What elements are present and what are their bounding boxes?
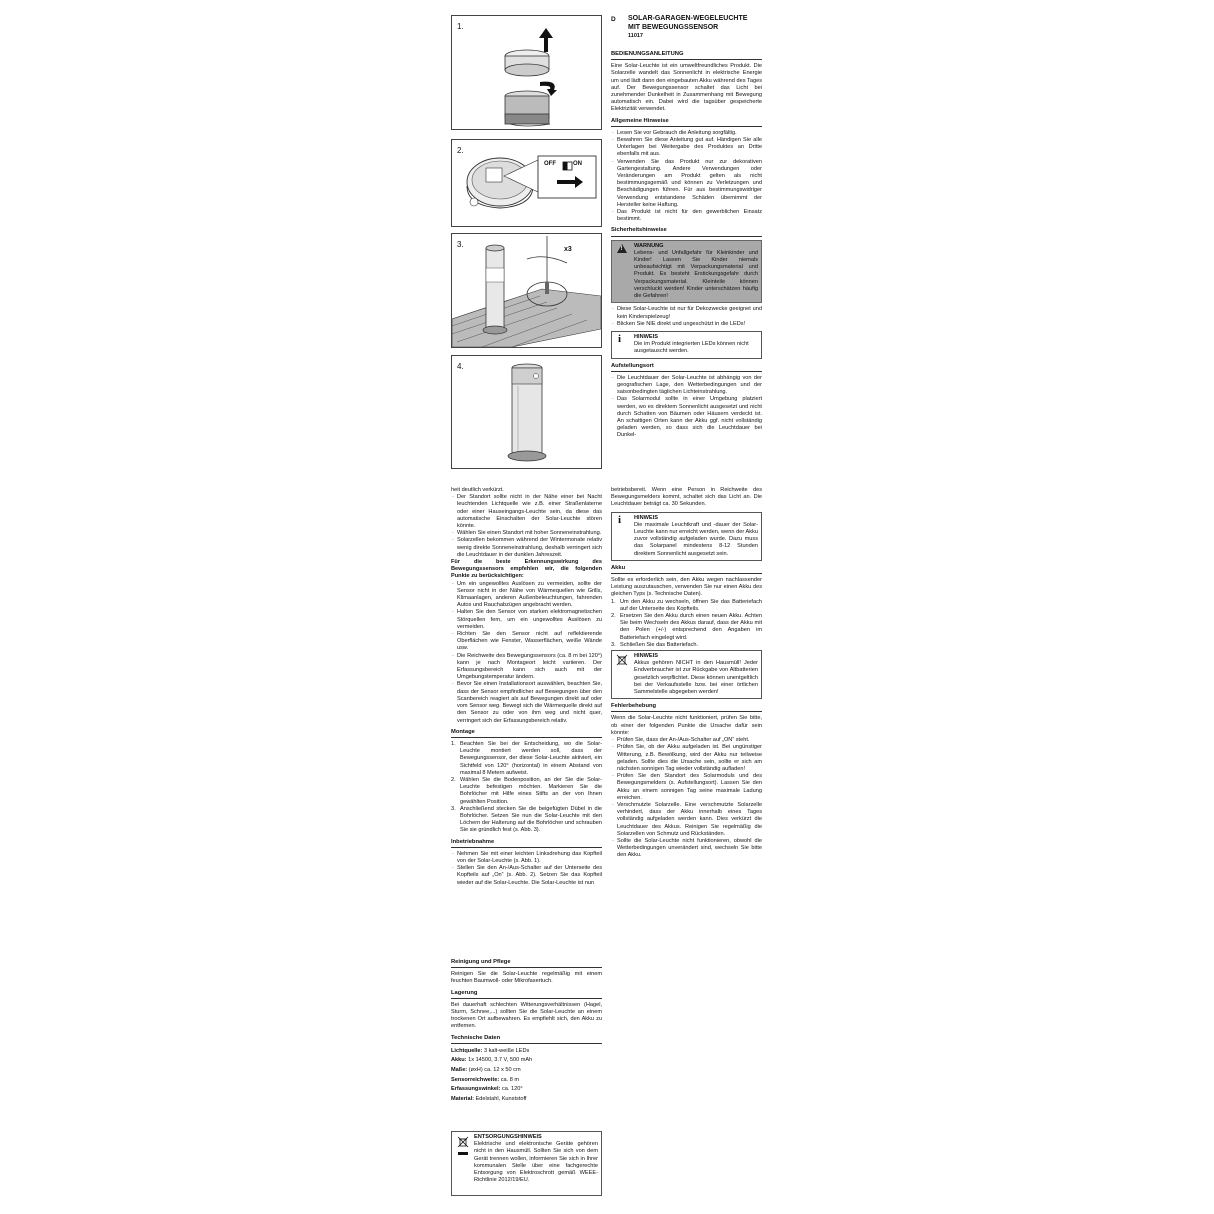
disposal-box: [451, 1131, 602, 1196]
switch-on-label: ON: [573, 161, 582, 167]
list-item: · Lesen Sie vor Gebrauch die Anleitung sorgfältig.: [611, 130, 762, 137]
note-title: HINWEIS: [634, 333, 658, 340]
figure-number: 2.: [457, 146, 464, 155]
list-item: · Sollte die Solar-Leuchte nicht funktionieren, obwohl die Wetterbedingungen unverändert sind, wechseln Sie bitte den Akku.: [611, 838, 762, 860]
right-column-top: [611, 15, 762, 440]
troubleshooting-list: [611, 737, 762, 859]
list-number: 2.: [611, 613, 616, 620]
tech-row: [451, 1056, 602, 1066]
tech-key: Erfassungswinkel:: [451, 1086, 501, 1093]
mounting-list: [451, 741, 602, 835]
list-item: · Der Standort sollte nicht in der Nähe einer bei Nacht leuchtenden Lichtquelle wie z.B. einer Straßenlaterne oder einer Hauseingangs-Leuchte sein, da diese das automatische Einschalten der Solar-Leuchte stören könnte.: [451, 494, 602, 530]
note-text: Die im Produkt integrierten LEDs können nicht ausgetauscht werden.: [634, 341, 749, 355]
section-heading: Allgemeine Hinweise: [611, 118, 762, 127]
crossed-bin-icon: [457, 1136, 469, 1148]
figure-3-illustration: [452, 234, 601, 347]
list-item: · Nehmen Sie mit einer leichten Linksdrehung das Kopfteil von der Solar-Leuchte (s. Abb. 1).: [451, 851, 602, 865]
list-item: [451, 777, 602, 806]
list-item: · Prüfen Sie, dass der An-/Aus-Schalter auf „ON“ steht.: [611, 737, 762, 744]
list-number: 3.: [451, 805, 456, 812]
list-text: Anschließend stecken Sie die beigefügten Dübel in die Bohrlöcher. Setzen Sie nun die Solar-Leuchte mit den Löchern der Halterung auf die Bohrlöcher und schrauben Sie sie gründlich fest (s. Abb. 3).: [460, 805, 602, 834]
list-item: · Halten Sie den Sensor von starken elektromagnetischen Störquellen fern, um ein ungewolltes Auslösen zu vermeiden.: [451, 609, 602, 631]
tech-row: [451, 1076, 602, 1086]
list-item: · Verschmutzte Solarzelle. Eine verschmutzte Solarzelle verhindert, dass der Akku innerhalb eines Tages vollständig aufgeladen werden kann. Dies verkürzt die Leuchtdauer des Akkus. Reinigen Sie regelmäßig die Solarzellen von Schmutz und Rückständen.: [611, 802, 762, 838]
list-item: · Richten Sie den Sensor nicht auf reflektierende Oberflächen wie Fenster, Wasserflächen, weiße Wände usw.: [451, 631, 602, 653]
cleaning-text: Reinigen Sie die Solar-Leuchte regelmäßig mit einem feuchten Baumwoll- oder Mikrofasertuch.: [451, 971, 602, 985]
tech-row: [451, 1047, 602, 1057]
note-title: HINWEIS: [634, 653, 658, 660]
section-heading: Montage: [451, 729, 602, 738]
tech-key: Sensorreichweite:: [451, 1076, 500, 1083]
tech-value: 1x 14500, 3.7 V, 500 mAh: [466, 1057, 533, 1064]
tech-key: Akku:: [451, 1057, 467, 1064]
note-text: Akkus gehören NICHT in den Hausmüll! Jeder Endverbraucher ist zur Rückgabe von Altbatterien gesetzlich verpflichtet. Diese können unentgeltlich bei der Verkaufsstelle bzw. bei einer örtlichen Sammelstelle abgegeben werden!: [634, 660, 758, 696]
switch-off-label: OFF: [544, 161, 556, 167]
list-item: · Die Leuchtdauer der Solar-Leuchte ist abhängig von der geografischen Lage, den Wetterbedingungen und der saisonbedingten täglichen Lichteinstrahlung.: [611, 375, 762, 397]
disposal-text: Elektrische und elektronische Geräte gehören nicht in den Hausmüll. Sollten Sie sich von dem Gerät trennen wollen, informieren Sie sich in Ihrer kommunalen Stelle über eine fachgerechte Entsorgung von Elektroschrott gemäß WEEE-Richtlinie 2012/19/EU.: [474, 1141, 598, 1184]
sensor-list: [451, 581, 602, 725]
startup-list: [451, 851, 602, 887]
list-item: · Prüfen Sie, ob der Akku aufgeladen ist. Bei ungünstiger Witterung, z.B. Bewölkung, wird der Akku nur teilweise geladen. Sollte dies die Ursache sein, sollte er sich am nächsten sonnigen Tag wieder vollständig aufladen!: [611, 744, 762, 773]
battery-list: [611, 599, 762, 649]
list-item: · Wählen Sie einen Standort mit hoher Sonneneinstrahlung.: [451, 530, 602, 537]
tech-value: ca. 8 m: [499, 1076, 520, 1083]
location-list: [611, 375, 762, 440]
section-heading: Aufstellungsort: [611, 363, 762, 372]
language-code: D: [611, 16, 616, 23]
list-item: · Stellen Sie den An-/Aus-Schalter auf der Unterseite des Kopfteils auf „On“ (s. Abb. 2). Setzen Sie das Kopfteil wieder auf die Solar-Leuchte. Die Solar-Leuchte ist nun: [451, 865, 602, 887]
crossed-bin-icon: [616, 654, 628, 666]
list-item: · Solarzellen bekommen während der Wintermonate relativ wenig direkte Sonneneinstrahlung, deshalb verringert sich die Leuchtdauer in der dunklen Jahreszeit.: [451, 537, 602, 559]
section-heading: Technische Daten: [451, 1035, 602, 1044]
note-box: [611, 512, 762, 561]
warning-box: [611, 240, 762, 304]
list-number: 1.: [611, 598, 616, 605]
note-text: Die maximale Leuchtkraft und -dauer der Solar-Leuchte kann nur erreicht werden, wenn der Akku zuvor vollständig aufgeladen wurde. Dazu muss das Solarpanel mindestens 8-12 Stunden direktem Sonnenlicht ausgesetzt sein.: [634, 521, 758, 557]
continued-text: heit deutlich verkürzt.: [451, 487, 504, 493]
tech-key: Material:: [451, 1095, 475, 1102]
list-item: [451, 806, 602, 835]
screw-count: x3: [564, 246, 572, 253]
tech-value: (øxH) ca. 12 x 50 cm: [467, 1067, 521, 1074]
list-item: · Verwenden Sie das Produkt nur zur dekorativen Gartengestaltung. Andere Verwendungen oder Veränderungen am Produkt gelten als nicht bestimmungsgemäß und können zu Verletzungen und Beschädigungen führen. Für aus bestimmungswidriger Verwendung entstandene Schäden übernimmt der Hersteller keine Haftung.: [611, 159, 762, 209]
list-item: · Die Reichweite des Bewegungssensors (ca. 8 m bei 120°) kann je nach Montageort leicht variieren. Der Erfassungsbereich kann sich auch mit der Umgebungstemperatur ändern.: [451, 653, 602, 682]
general-notes-list: [611, 130, 762, 224]
figure-4: [451, 355, 602, 469]
storage-text: Bei dauerhaft schlechten Witterungsverhältnissen (Hagel, Sturm, Schnee,...) sollten Sie die Solar-Leuchte an einem trockenen Ort aufbewahren. Es empfiehlt sich, den Akku zu entfernen.: [451, 1001, 602, 1030]
figure-2-illustration: [452, 140, 601, 226]
list-item: · Diese Solar-Leuchte ist nur für Dekozwecke geeignet und kein Kinderspielzeug!: [611, 306, 762, 320]
tech-value: Edelstahl, Kunststoff: [474, 1095, 527, 1102]
figure-1: [451, 15, 602, 130]
list-item: · Bewahren Sie diese Anleitung gut auf. Händigen Sie alle Unterlagen bei Weitergabe des Produktes an Dritte ebenfalls mit aus.: [611, 137, 762, 159]
tech-row: [451, 1095, 602, 1105]
safety-list: [611, 306, 762, 328]
section-heading: Inbetriebnahme: [451, 839, 602, 848]
list-item: [611, 613, 762, 642]
figure-number: 4.: [457, 362, 464, 371]
figure-number: 3.: [457, 240, 464, 249]
list-item: · Das Produkt ist nicht für den gewerblichen Einsatz bestimmt.: [611, 209, 762, 223]
list-item: · Blicken Sie NIE direkt und ungeschützt in die LEDs!: [611, 321, 762, 328]
figure-2: [451, 139, 602, 227]
figure-number: 1.: [457, 22, 464, 31]
list-text: Schließen Sie das Batteriefach.: [620, 641, 699, 648]
warning-title: WARNUNG: [634, 242, 664, 249]
warning-text: Lebens- und Unfallgefahr für Kleinkinder und Kinder! Lassen Sie Kinder niemals unbeaufsichtigt mit Verpackungsmaterial und Produkt. Es besteht Erstickungsgefahr durch Verpackungsmaterial. Kleinteile können verschluckt werden! Kinder unterschätzen häufig die Gefahren!: [634, 249, 758, 300]
tech-row: [451, 1066, 602, 1076]
list-number: 2.: [451, 776, 456, 783]
figure-4-illustration: [452, 356, 601, 468]
figure-3: [451, 233, 602, 348]
section-heading: BEDIENUNGSANLEITUNG: [611, 51, 762, 60]
list-item: [611, 642, 762, 649]
section-heading: Akku: [611, 565, 762, 574]
info-icon: i: [618, 513, 622, 526]
tech-data: [451, 1047, 602, 1105]
list-item: · Um ein ungewolltes Auslösen zu vermeiden, sollte der Sensor nicht in der Nähe von Wärmequellen wie Grills, Klimaanlagen, anderen Außenbeleuchtungen, fahrenden Autos und Rauchabzügen angebracht werden.: [451, 581, 602, 610]
info-icon: i: [618, 332, 622, 345]
note-box: [611, 650, 762, 699]
list-item: [451, 741, 602, 777]
left-column-middle: [451, 487, 602, 887]
left-column-bottom: [451, 955, 602, 1104]
list-item: [611, 599, 762, 613]
list-item: · Bevor Sie einen Installationsort auswählen, beachten Sie, dass der Sensor empfindlicher auf Bewegungen über den Scanbereich reagiert als auf Bewegungen direkt auf oder vom Sensor weg. Bewegt sich die Wärmequelle direkt auf den Sensor zu oder von ihm weg und nicht quer, verringert sich der Erfassungsbereich relativ.: [451, 681, 602, 724]
location-list-continued: [451, 494, 602, 559]
tech-value: 3 kalt-weiße LEDs: [482, 1047, 530, 1054]
tech-value: ca. 120°: [500, 1086, 523, 1093]
list-item: · Das Solarmodul sollte in einer Umgebung platziert werden, wo es direktem Sonnenlicht ausgesetzt und nicht durch Schatten von Bäumen oder Häusern verdeckt ist. An schattigen Orten kann der Akku ggf. nicht vollständig geladen werden, so dass sich die Leuchtdauer bei Dunkel-: [611, 396, 762, 439]
list-number: 1.: [451, 740, 456, 747]
list-number: 3.: [611, 641, 616, 648]
intro-text: Eine Solar-Leuchte ist ein umweltfreundliches Produkt. Die Solarzelle wandelt das Sonnenlicht in elektrische Energie um und lädt dann den eingebauten Akku während des Tages auf. Der Bewegungssensor schaltet das Licht bei zunehmender Dunkelheit in Zusammenhang mit Bewegung automatisch ein. Dabei wird die tagsüber gespeicherte Elektrizität verwendet.: [611, 63, 762, 113]
title-line-1: SOLAR-GARAGEN-WEGELEUCHTE: [628, 15, 748, 22]
article-number: 11017: [628, 33, 643, 39]
section-heading: Fehlerbehebung: [611, 703, 762, 712]
troubleshooting-intro: Wenn die Solar-Leuchte nicht funktioniert, prüfen Sie bitte, ob einer der folgenden Punkte die Ursache dafür sein könnte:: [611, 715, 762, 736]
figure-1-illustration: [452, 16, 601, 129]
sensor-intro: Für die beste Erkennungswirkung des Bewegungssensors empfehlen wir, die folgenden Punkte zu berücksichtigen:: [451, 559, 602, 580]
tech-row: [451, 1085, 602, 1095]
list-text: Wählen Sie die Bodenposition, an der Sie die Solar-Leuchte befestigen möchten. Markieren Sie die Bohrlöcher mit Hilfe eines Stifts an der von Ihnen gewählten Position.: [460, 776, 602, 805]
note-box: [611, 331, 762, 359]
title-line-2: MIT BEWEGUNGSSENSOR: [628, 23, 719, 31]
list-text: Ersetzen Sie den Akku durch einen neuen Akku. Achten Sie beim Wechseln des Akkus darauf, dass der Akku mit den Polen (+/-) entsprechend den Angaben im Batteriefach eingelegt wird.: [620, 613, 762, 641]
section-heading: Lagerung: [451, 990, 602, 999]
warning-icon: !: [617, 244, 627, 253]
continued-text: betriebsbereit. Wenn eine Person in Reichweite des Bewegungsmelders kommt, schaltet sich das Licht an. Die Leuchtdauer beträgt ca. 30 Sekunden.: [611, 487, 762, 508]
section-heading: Reinigung und Pflege: [451, 959, 602, 968]
disposal-title: ENTSORGUNGSHINWEIS: [474, 1134, 542, 1140]
battery-intro: Sollte es erforderlich sein, den Akku wegen nachlassender Leistung auszutauschen, verwenden Sie nur einen Akku des gleichen Typs (s. Technische Daten).: [611, 577, 762, 598]
list-text: Beachten Sie bei der Entscheidung, wo die Solar-Leuchte montiert werden soll, dass der Bewegungssensor, der diese Solar-Leuchte aktiviert, ein Sichtfeld von 120° (horizontal) in einem Abstand von maximal 8 Metern aufweist.: [460, 740, 602, 776]
list-text: Um den Akku zu wechseln, öffnen Sie das Batteriefach auf der Unterseite des Kopfteils.: [620, 598, 762, 612]
section-heading: Sicherheitshinweise: [611, 227, 762, 236]
tech-key: Maße:: [451, 1067, 468, 1074]
tech-key: Lichtquelle:: [451, 1047, 483, 1054]
list-item: · Prüfen Sie den Standort des Solarmoduls und des Bewegungsmelders (s. Aufstellungsort). Lassen Sie den Akku an einem sonnigen Tag seine maximale Ladung erreichen.: [611, 773, 762, 802]
right-column-middle: [611, 487, 762, 860]
bin-bar: [458, 1152, 468, 1155]
note-title: HINWEIS: [634, 514, 658, 521]
